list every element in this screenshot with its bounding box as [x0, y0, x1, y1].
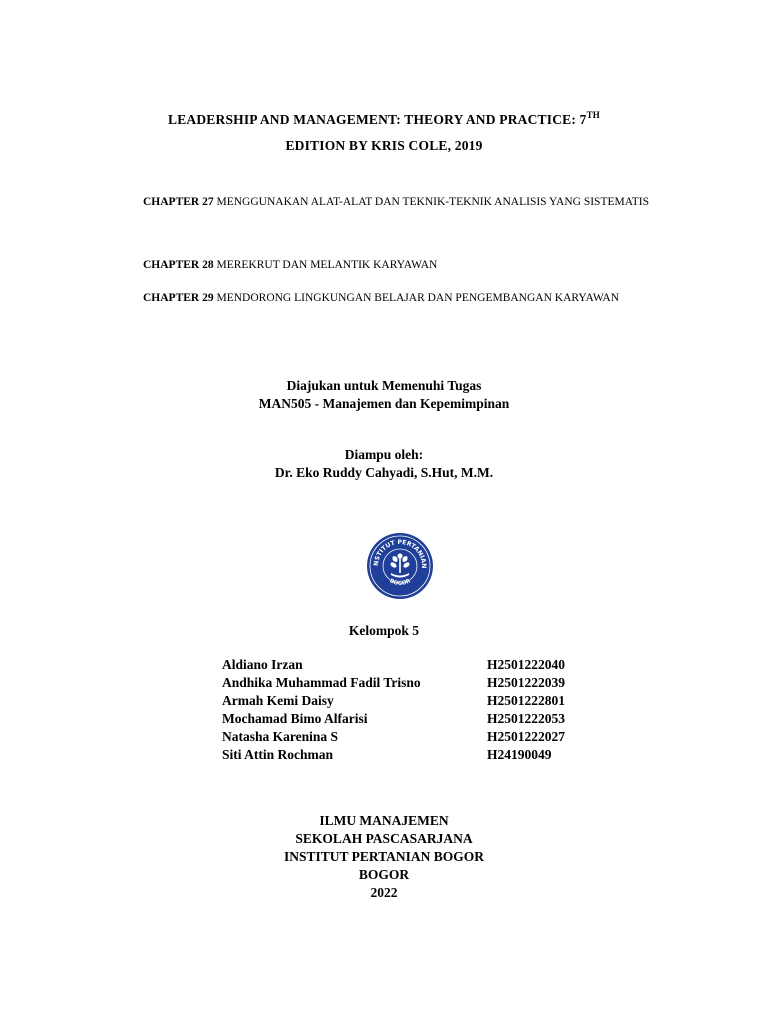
member-name: Mochamad Bimo Alfarisi	[222, 711, 368, 726]
title-text: LEADERSHIP AND MANAGEMENT: THEORY AND PRACTICE: 7	[167, 112, 587, 127]
seal-bottom-text: BOGOR	[388, 578, 412, 587]
chapter-29	[143, 284, 663, 313]
chapter-text: MEREKRUT DAN MELANTIK KARYAWAN	[213, 259, 438, 271]
member-name: Andhika Muhammad Fadil Trisno	[222, 675, 421, 690]
member-row	[222, 728, 582, 746]
member-row	[222, 692, 582, 710]
group-label: Kelompok 5	[348, 623, 420, 638]
institution-block	[0, 812, 768, 902]
chapter-text: MENGGUNAKAN ALAT-ALAT DAN TEKNIK-TEKNIK ANALISIS YANG SISTEMATIS	[213, 196, 650, 208]
member-row	[222, 746, 582, 764]
member-name: Aldiano Irzan	[222, 657, 303, 672]
member-list	[222, 656, 582, 764]
member-nim: H2501222027	[487, 729, 566, 744]
member-name: Natasha Karenina S	[222, 729, 339, 744]
member-nim: H24190049	[487, 747, 552, 762]
chapter-27	[143, 188, 663, 217]
lecturer-name: Dr. Eko Ruddy Cahyadi, S.Hut, M.M.	[274, 465, 494, 480]
chapter-28	[143, 251, 663, 280]
document-title-line-2: EDITION BY KRIS COLE, 2019	[285, 138, 483, 153]
institution-line-5: 2022	[370, 885, 398, 900]
submission-line-1: Diajukan untuk Memenuhi Tugas	[286, 378, 482, 393]
submission-line-2: MAN505 - Manajemen dan Kepemimpinan	[258, 396, 510, 411]
chapter-label: CHAPTER 29	[143, 292, 214, 304]
member-nim: H2501222053	[487, 711, 566, 726]
lecturer-label: Diampu oleh:	[344, 447, 424, 462]
member-nim: H2501222801	[487, 693, 566, 708]
member-row	[222, 674, 582, 692]
member-name: Armah Kemi Daisy	[222, 693, 334, 708]
member-row	[222, 656, 582, 674]
ipb-seal-icon	[366, 532, 434, 600]
chapter-label: CHAPTER 28	[143, 259, 214, 271]
chapter-text: MENDORONG LINGKUNGAN BELAJAR DAN PENGEMBANGAN KARYAWAN	[213, 292, 620, 304]
institution-line-1: ILMU MANAJEMEN	[319, 813, 449, 828]
submission-block	[0, 377, 768, 413]
document-title-line-1	[0, 110, 768, 128]
member-name: Siti Attin Rochman	[222, 747, 334, 762]
member-row	[222, 710, 582, 728]
chapter-label: CHAPTER 27	[143, 196, 214, 208]
institution-line-4: BOGOR	[358, 867, 410, 882]
ipb-logo	[366, 532, 434, 600]
institution-line-3: INSTITUT PERTANIAN BOGOR	[283, 849, 485, 864]
title-superscript: TH	[586, 110, 601, 120]
lecturer-block	[0, 446, 768, 482]
member-nim: H2501222039	[487, 675, 566, 690]
member-nim: H2501222040	[487, 657, 566, 672]
institution-line-2: SEKOLAH PASCASARJANA	[295, 831, 473, 846]
seal-top-text: NSTITUT PERTANIAN	[372, 538, 428, 569]
